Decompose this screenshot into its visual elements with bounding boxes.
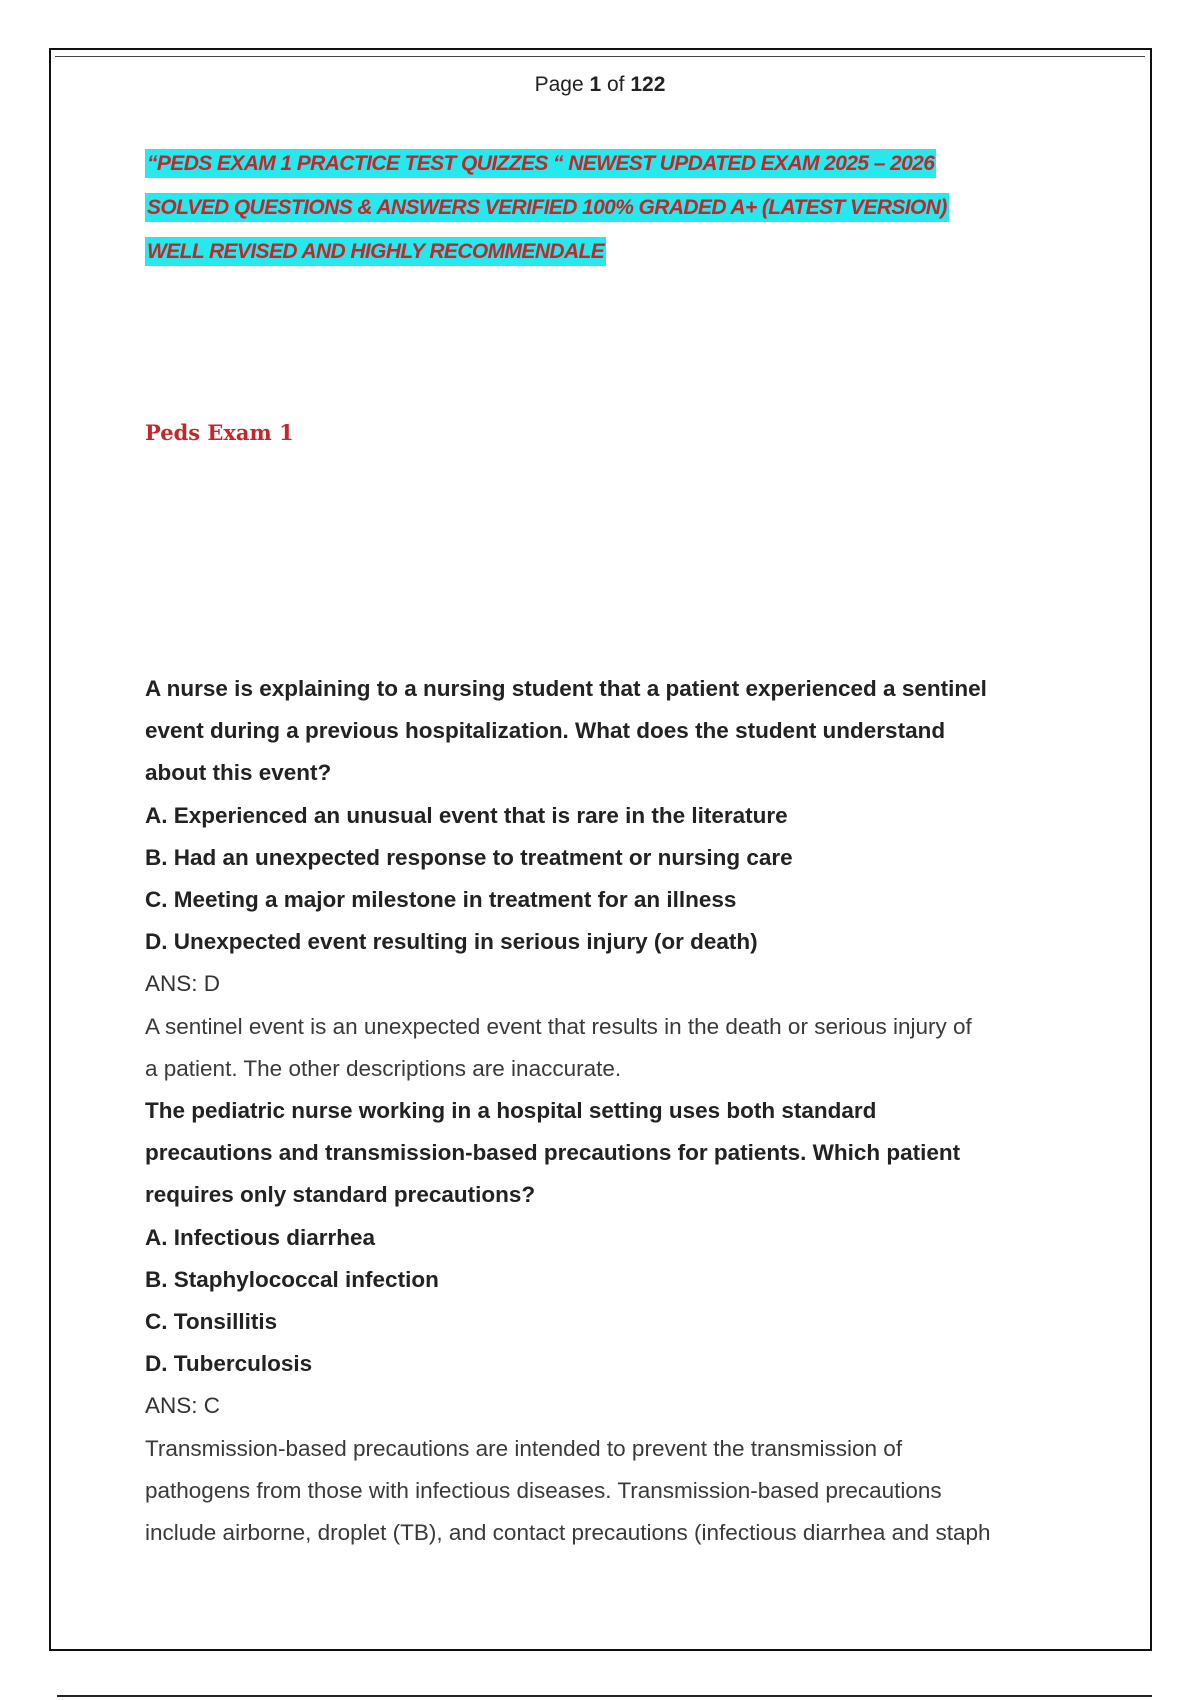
question-2-option-c: C. Tonsillitis bbox=[145, 1309, 278, 1335]
question-2-option-b: B. Staphylococcal infection bbox=[145, 1266, 439, 1292]
question-1-option-a: A. Experienced an unusual event that is rare in the literature bbox=[145, 802, 788, 828]
question-1-rationale-line-1: A sentinel event is an unexpected event that results in the death or serious injury of bbox=[145, 1013, 972, 1039]
title-line bbox=[145, 142, 1045, 186]
document-title bbox=[145, 142, 1045, 274]
question-list bbox=[145, 668, 1065, 1554]
title-line-1: “PEDS EXAM 1 PRACTICE TEST QUIZZES “ NEWEST UPDATED EXAM 2025 – 2026 bbox=[145, 149, 936, 178]
title-line bbox=[145, 186, 1045, 230]
bottom-divider bbox=[57, 1695, 1152, 1697]
title-line-2: SOLVED QUESTIONS & ANSWERS VERIFIED 100% GRADED A+ (LATEST VERSION) bbox=[145, 193, 949, 222]
question-1-line-3: about this event? bbox=[145, 760, 332, 786]
page-current: 1 bbox=[589, 73, 602, 96]
question-2-line-2: precautions and transmission-based precautions for patients. Which patient bbox=[145, 1140, 961, 1166]
section-heading: Peds Exam 1 bbox=[145, 420, 294, 445]
question-1-option-d: D. Unexpected event resulting in serious injury (or death) bbox=[145, 929, 758, 955]
question-2-line-3: requires only standard precautions? bbox=[145, 1182, 536, 1208]
question-2-option-d: D. Tuberculosis bbox=[145, 1351, 313, 1377]
page-total: 122 bbox=[630, 73, 666, 96]
page-number bbox=[0, 73, 1200, 97]
question-1-option-c: C. Meeting a major milestone in treatment for an illness bbox=[145, 887, 737, 913]
question-1-rationale-line-2: a patient. The other descriptions are inaccurate. bbox=[145, 1055, 622, 1081]
question-1-line-1: A nurse is explaining to a nursing student that a patient experienced a sentinel bbox=[145, 676, 987, 701]
question-2-line-1: The pediatric nurse working in a hospital setting uses both standard bbox=[145, 1098, 877, 1124]
page-border-inner-rule bbox=[55, 56, 1145, 57]
question-2-rationale-line-1: Transmission-based precautions are intended to prevent the transmission of bbox=[145, 1435, 903, 1461]
question-2-option-a: A. Infectious diarrhea bbox=[145, 1224, 376, 1250]
question-1-option-b: B. Had an unexpected response to treatment or nursing care bbox=[145, 844, 793, 870]
title-line-3: WELL REVISED AND HIGHLY RECOMMENDALE bbox=[145, 237, 606, 266]
question-2-answer: ANS: C bbox=[145, 1393, 221, 1419]
page-label: Page bbox=[534, 73, 584, 96]
question-1-line-2: event during a previous hospitalization. What does the student understand bbox=[145, 718, 946, 744]
question-2-rationale-line-2: pathogens from those with infectious diseases. Transmission-based precautions bbox=[145, 1477, 942, 1503]
question-1-answer: ANS: D bbox=[145, 971, 221, 997]
title-line bbox=[145, 230, 1045, 274]
question-2-rationale-line-3: include airborne, droplet (TB), and contact precautions (infectious diarrhea and staph bbox=[145, 1520, 991, 1546]
page-of-label: of bbox=[607, 73, 625, 96]
